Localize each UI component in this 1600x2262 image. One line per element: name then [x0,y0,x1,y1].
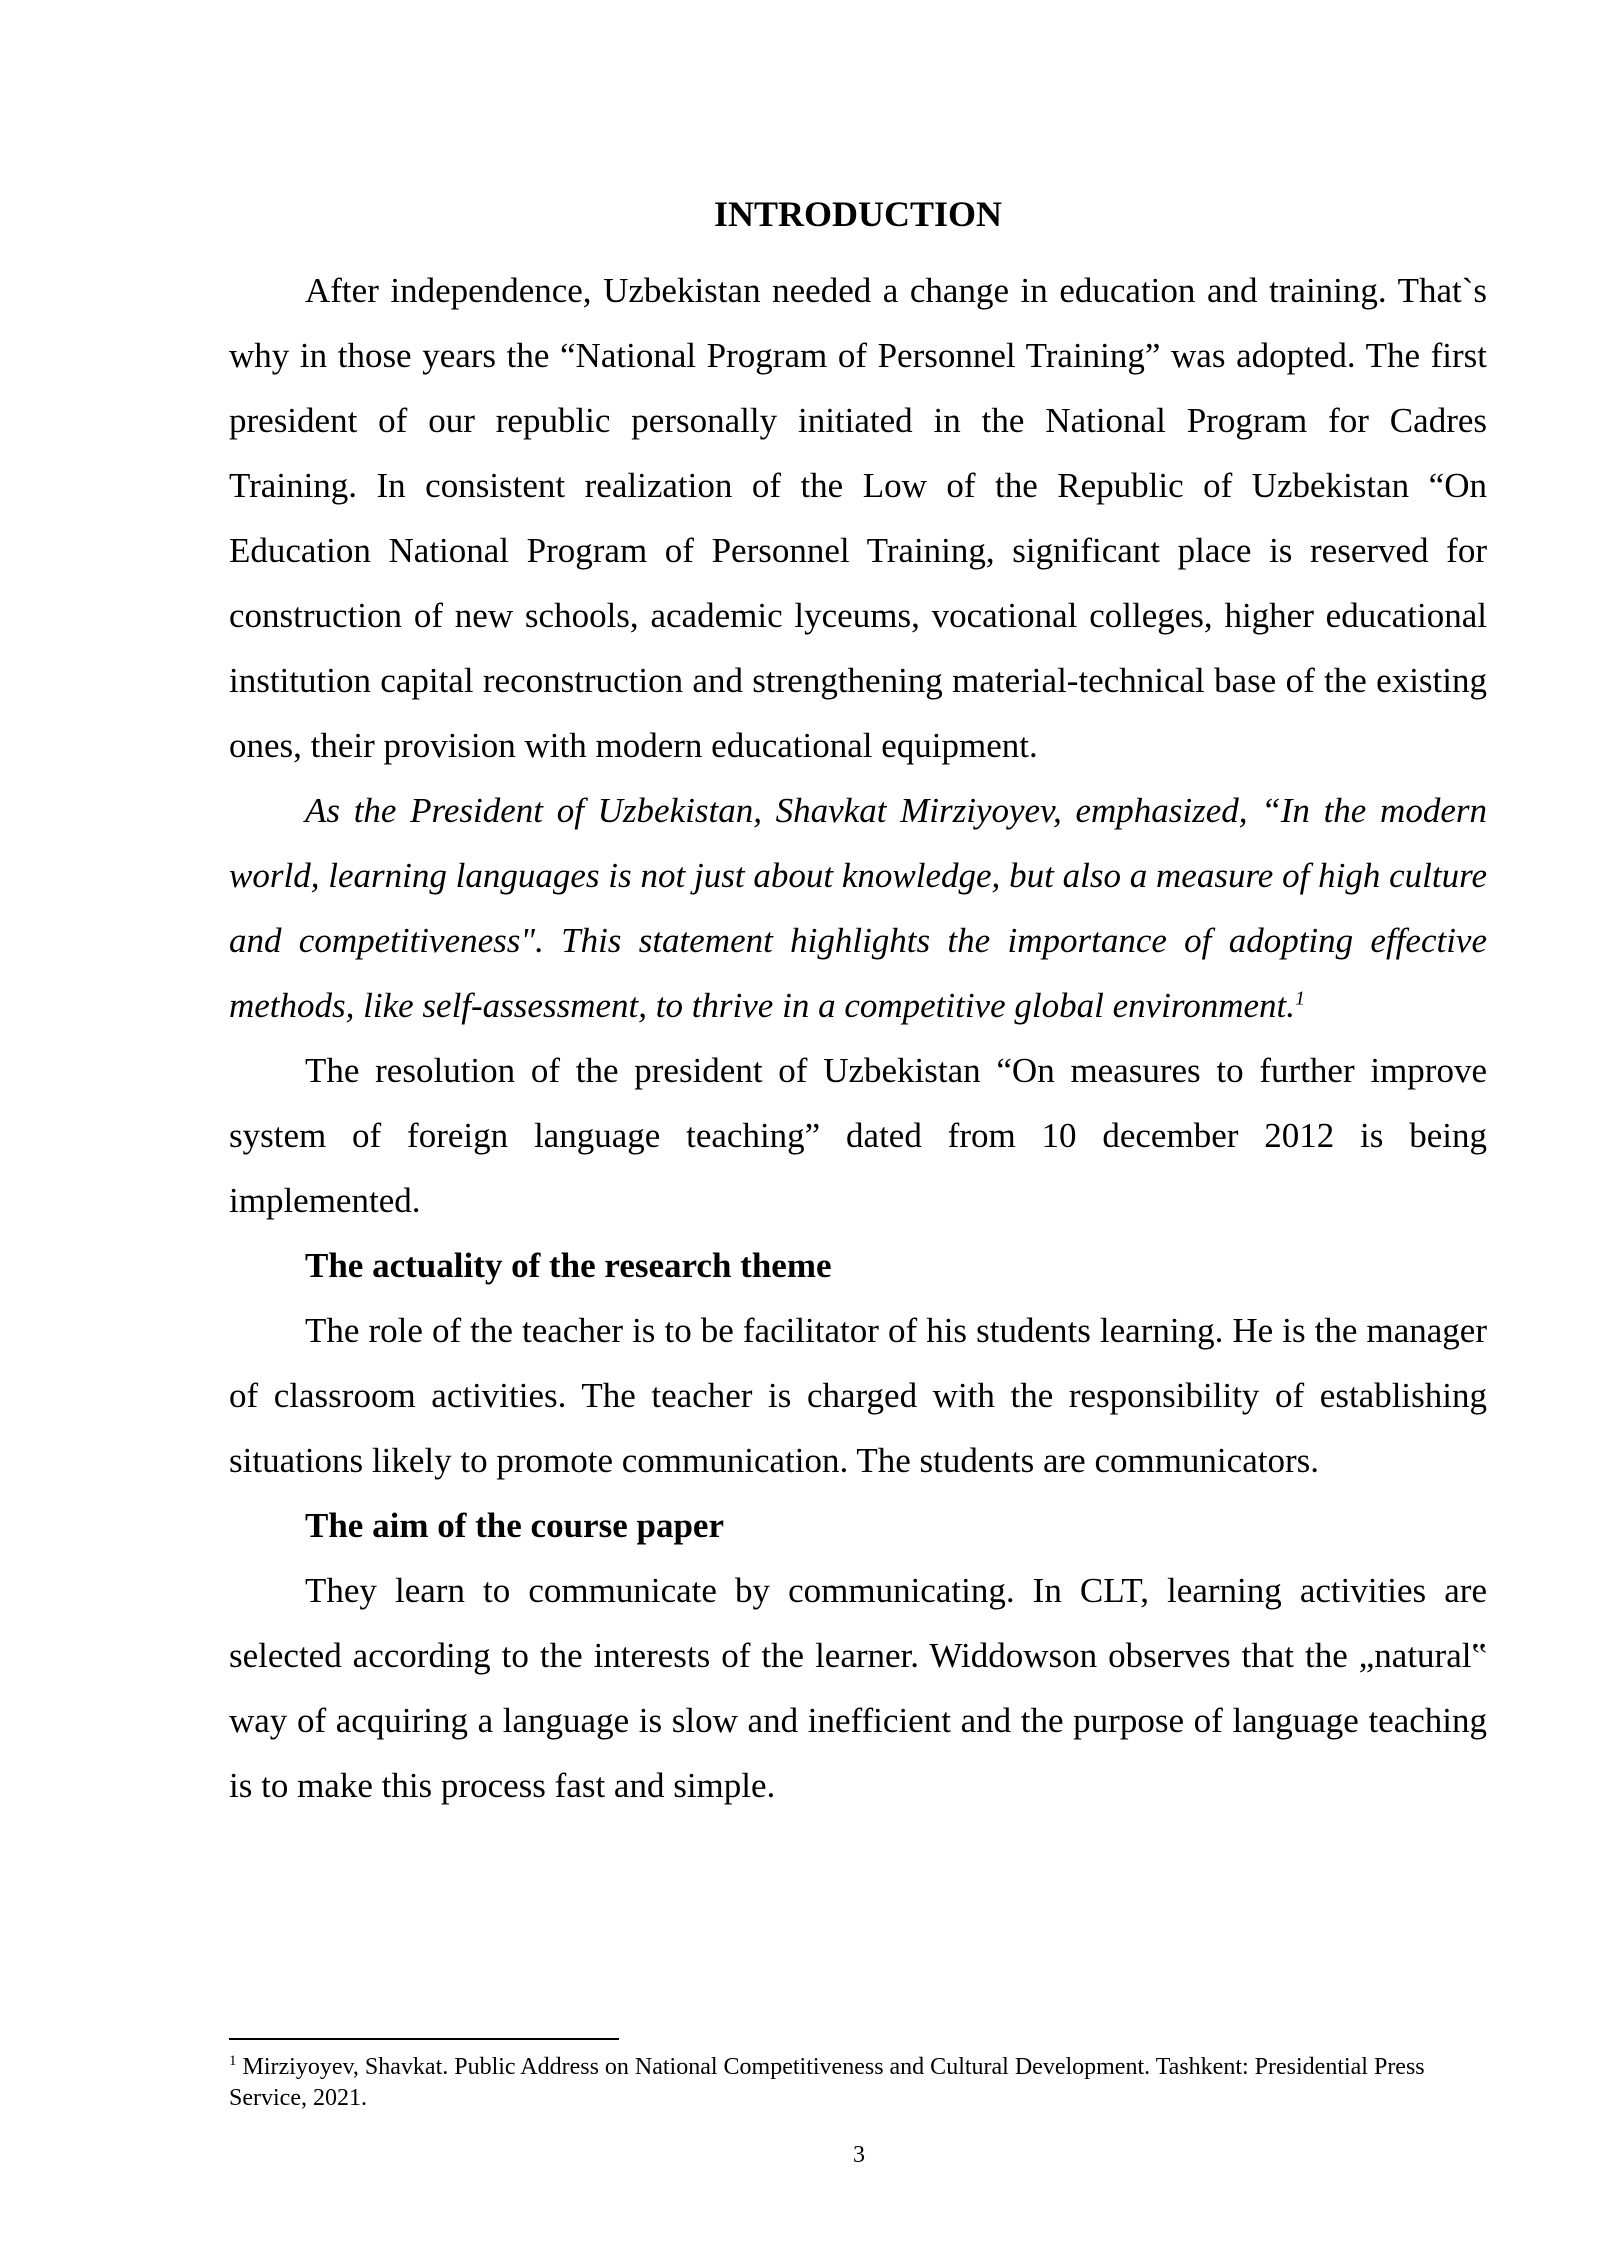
main-content [229,188,1487,1818]
paragraph-independence: After independence, Uzbekistan needed a change in education and training. That`s why in those years the “National Program of Personnel Training” was adopted. The first president of our republic personally initiated in the National Program for Cadres Training. In consistent realization of the Low of the Republic of Uzbekistan “On Education National Program of Personnel Training, significant place is reserved for construction of new schools, academic lyceums, vocational colleges, higher educational institution capital reconstruction and strengthening material-technical base of the existing ones, their provision with modern educational equipment. [229,271,1487,765]
paragraph-teacher-role: The role of the teacher is to be facilitator of his students learning. He is the manager of classroom activities. The teacher is charged with the responsibility of establishing situations likely to promote communication. The students are communicators. [229,1311,1487,1480]
page-title: INTRODUCTION [713,194,1003,234]
footnote-text: Mirziyoyev, Shavkat. Public Address on National Competitiveness and Cultural Development. Tashkent: Presidential Press Service, 2021. [229,2054,1425,2111]
paragraph-president-quote-text: As the President of Uzbekistan, Shavkat Mirziyoyev, emphasized, “In the modern world, learning languages is not just about knowledge, but also a measure of high culture and competitiveness". This statement highlights the importance of adopting effective methods, like self-assessment, to thrive in a competitive global environment. [229,791,1487,1025]
paragraph-clt: They learn to communicate by communicating. In CLT, learning activities are selected according to the interests of the learner. Widdowson observes that the „natural‟ way of acquiring a language is slow and inefficient and the purpose of language teaching is to make this process fast and simple. [229,1571,1487,1805]
footnote [229,2052,1487,2114]
page-number: 3 [853,2142,865,2168]
subheading-actuality: The actuality of the research theme [305,1246,832,1285]
footnote-reference: 1 [1294,987,1305,1010]
paragraph-resolution: The resolution of the president of Uzbekistan “On measures to further improve system of foreign language teaching” dated from 10 december 2012 is being implemented. [229,1051,1487,1220]
footnote-mark: 1 [229,2053,237,2069]
paragraph-president-quote [229,778,1487,1038]
footnote-divider [229,2038,619,2040]
subheading-aim: The aim of the course paper [305,1506,724,1545]
